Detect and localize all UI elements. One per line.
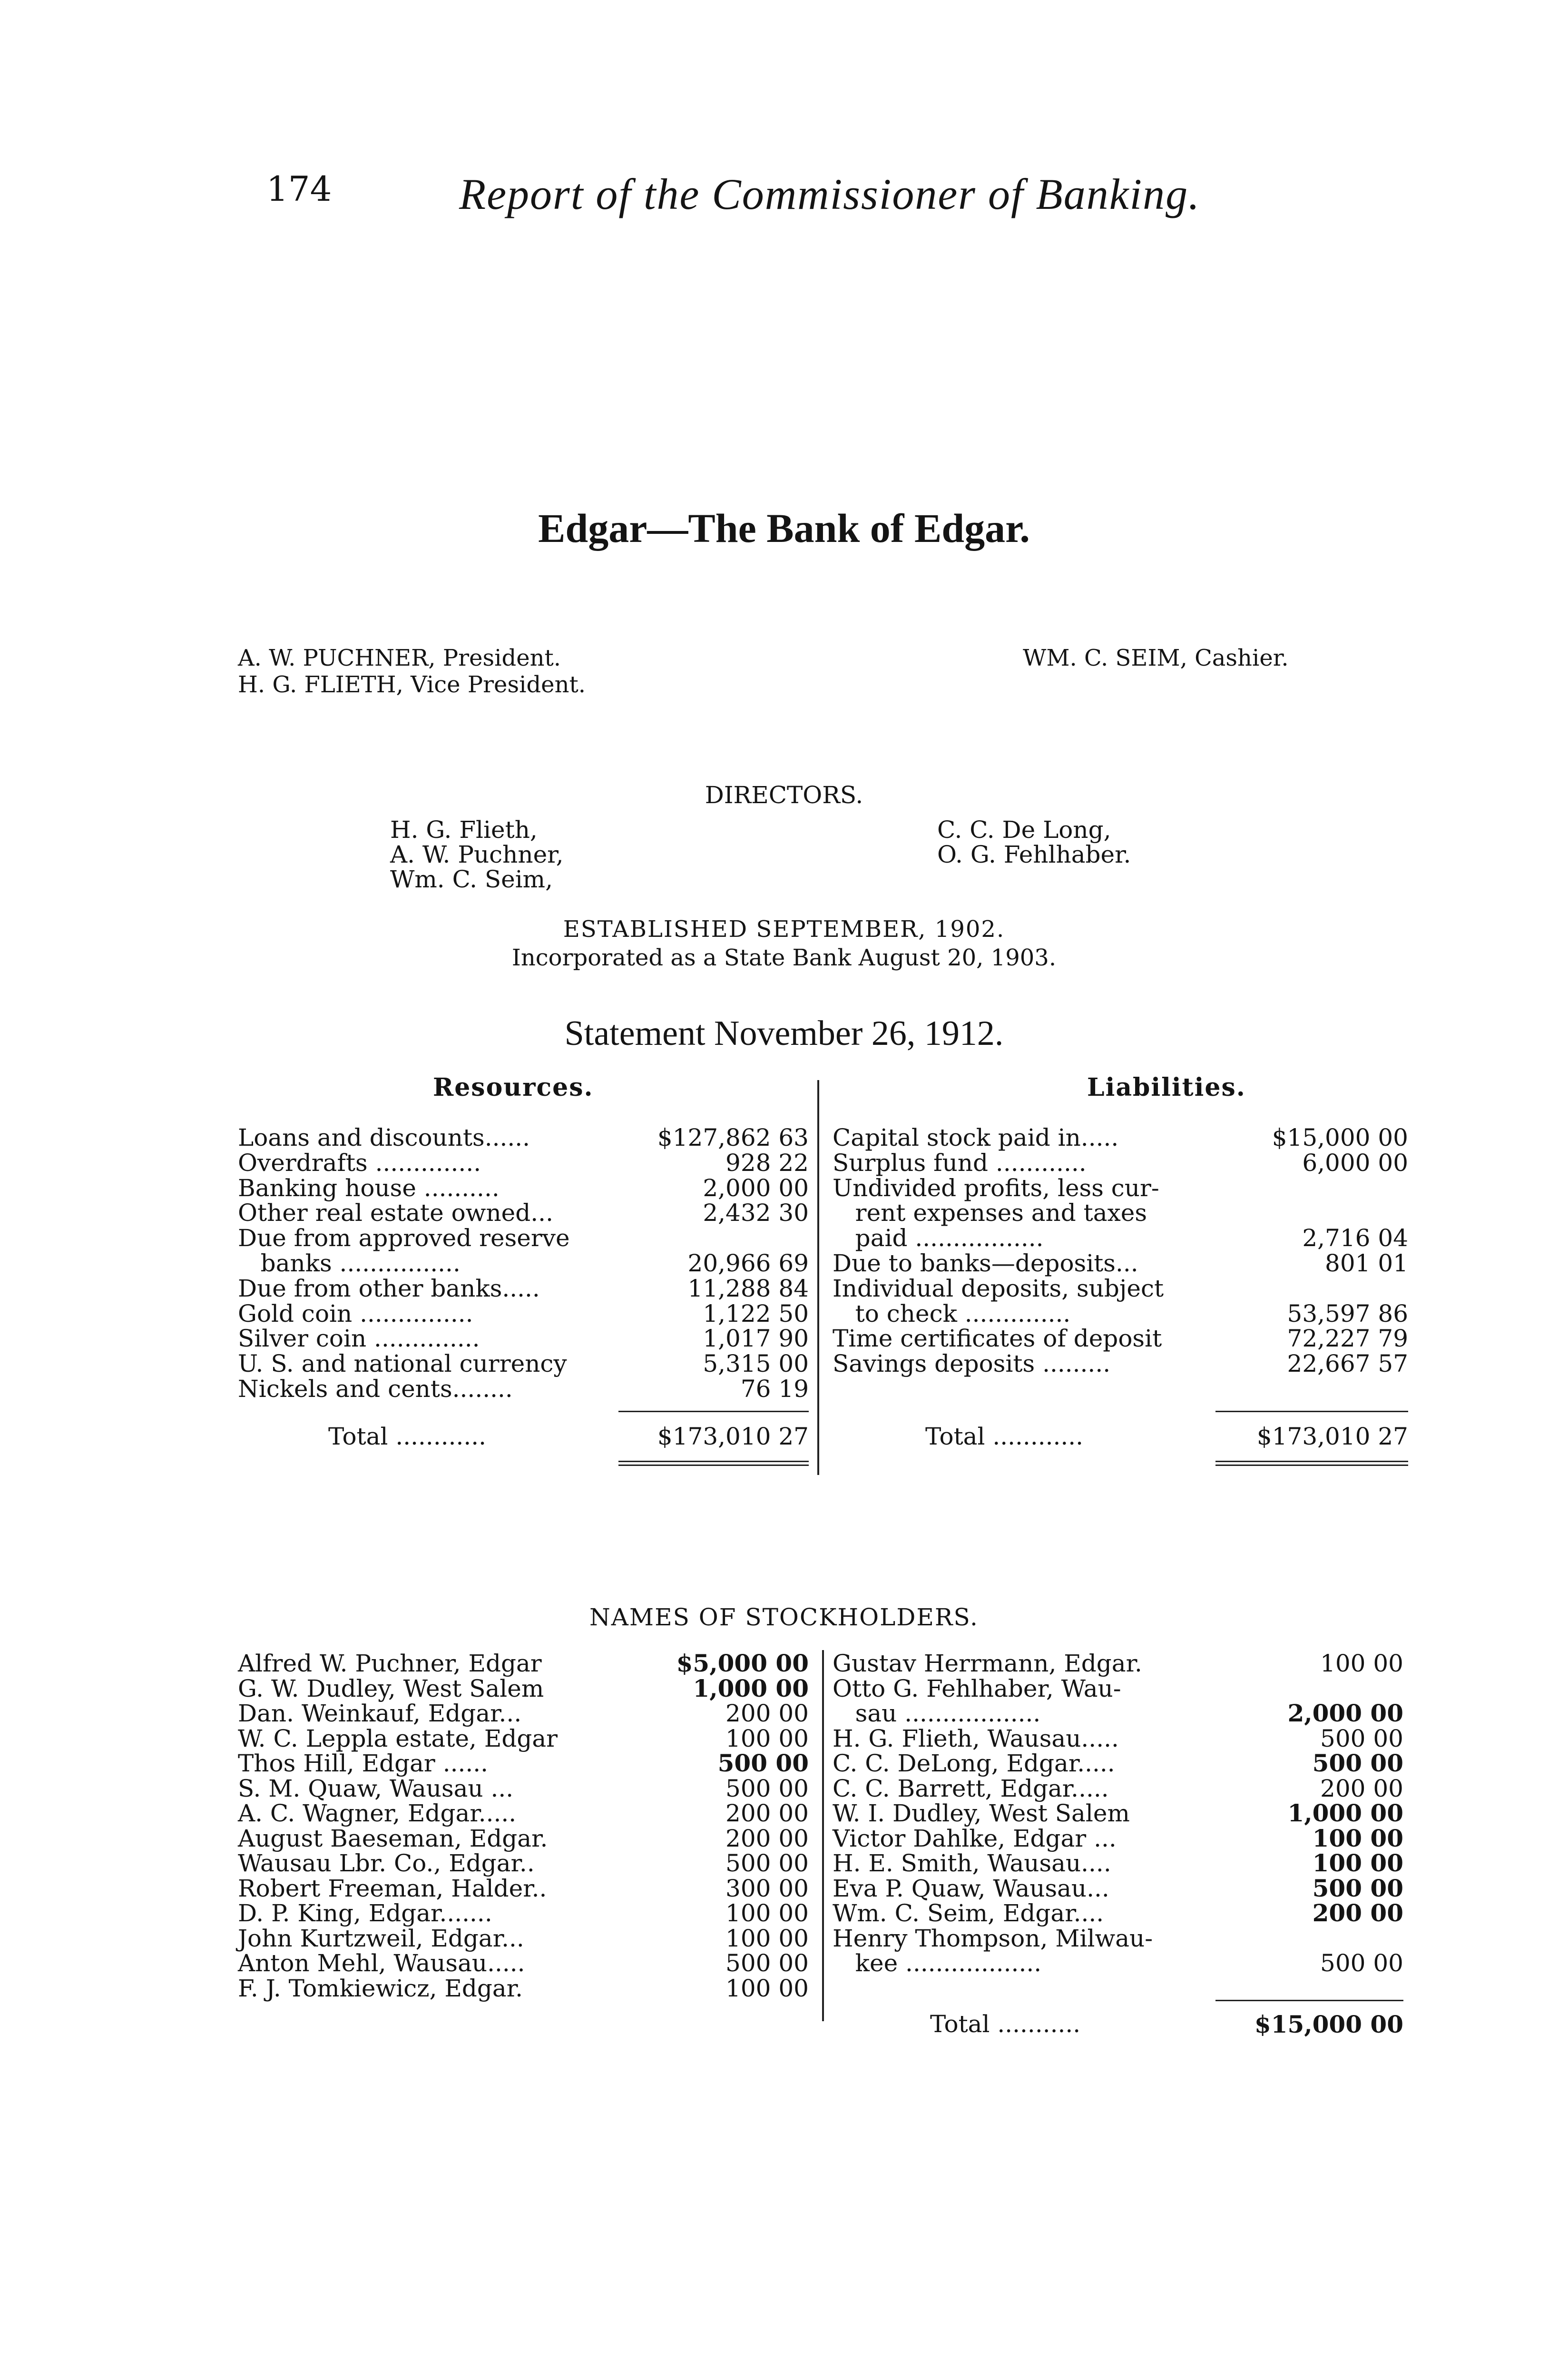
table-row: to check .............. 53,597 86 bbox=[833, 1299, 1408, 1327]
resources-total-label: Total ............ bbox=[328, 1423, 487, 1450]
list-item: sau .................. 2,000 00 bbox=[833, 1699, 1403, 1727]
table-row: Due from approved reserve bbox=[238, 1224, 570, 1252]
established-line: ESTABLISHED SEPTEMBER, 1902. bbox=[563, 916, 1005, 943]
list-item: G. W. Dudley, West Salem 1,000 00 bbox=[238, 1674, 809, 1702]
table-row: Other real estate owned... 2,432 30 bbox=[238, 1199, 809, 1227]
list-item: Gustav Herrmann, Edgar. 100 00 bbox=[833, 1650, 1403, 1677]
list-item: Otto G. Fehlhaber, Wau- bbox=[833, 1674, 1121, 1702]
table-row: Time certificates of deposit 72,227 79 bbox=[833, 1325, 1408, 1353]
list-item: Alfred W. Puchner, Edgar $5,000 00 bbox=[238, 1649, 809, 1677]
list-item: A. C. Wagner, Edgar..... 200 00 bbox=[238, 1799, 809, 1827]
resources-subtotal-rule bbox=[618, 1411, 809, 1412]
liabilities-heading: Liabilities. bbox=[1087, 1073, 1246, 1102]
table-row: Silver coin .............. 1,017 90 bbox=[238, 1325, 809, 1353]
stockholders-left-list bbox=[238, 1651, 809, 2001]
president: A. W. PUCHNER, President. bbox=[238, 645, 561, 671]
director-name: H. G. Flieth, bbox=[390, 816, 538, 844]
statement-title: Statement November 26, 1912. bbox=[564, 1014, 1004, 1053]
table-row: paid ................. 2,716 04 bbox=[833, 1224, 1408, 1252]
table-row: Capital stock paid in..... $15,000 00 bbox=[833, 1124, 1408, 1151]
table-row: Gold coin ............... 1,122 50 bbox=[238, 1299, 809, 1327]
list-item: John Kurtzweil, Edgar... 100 00 bbox=[238, 1924, 809, 1952]
list-item: Henry Thompson, Milwau- bbox=[833, 1924, 1153, 1952]
running-head: Report of the Commissioner of Banking. bbox=[459, 170, 1201, 218]
list-item: Victor Dahlke, Edgar ... 100 00 bbox=[833, 1824, 1403, 1852]
liabilities-total-amount: $173,010 27 bbox=[1256, 1423, 1408, 1450]
vice-president: H. G. FLIETH, Vice President. bbox=[238, 671, 586, 698]
list-item: W. C. Leppla estate, Edgar 100 00 bbox=[238, 1724, 809, 1752]
director-name: A. W. Puchner, bbox=[390, 841, 564, 868]
cashier: WM. C. SEIM, Cashier. bbox=[1023, 645, 1289, 671]
stockholders-heading: NAMES OF STOCKHOLDERS. bbox=[589, 1603, 979, 1631]
stockholders-total-label: Total ........... bbox=[930, 2010, 1081, 2038]
table-row: banks ................ 20,966 69 bbox=[238, 1249, 809, 1277]
directors-left bbox=[390, 817, 563, 892]
liabilities-subtotal-rule bbox=[1215, 1411, 1408, 1412]
table-row: Undivided profits, less cur- bbox=[833, 1174, 1159, 1202]
list-item: Anton Mehl, Wausau..... 500 00 bbox=[238, 1949, 809, 1977]
bank-title: Edgar—The Bank of Edgar. bbox=[538, 505, 1030, 551]
list-item: H. E. Smith, Wausau.... 100 00 bbox=[833, 1849, 1403, 1877]
liabilities-total-double-rule bbox=[1215, 1461, 1408, 1466]
table-row: Surplus fund ............ 6,000 00 bbox=[833, 1149, 1408, 1177]
list-item: August Baeseman, Edgar. 200 00 bbox=[238, 1824, 809, 1852]
list-item: D. P. King, Edgar....... 100 00 bbox=[238, 1899, 809, 1927]
director-name: Wm. C. Seim, bbox=[390, 865, 553, 893]
table-row: rent expenses and taxes bbox=[833, 1199, 1147, 1227]
director-name: C. C. De Long, bbox=[937, 816, 1111, 844]
page-number: 174 bbox=[266, 169, 332, 209]
list-item: Thos Hill, Edgar ...... 500 00 bbox=[238, 1749, 809, 1777]
statement-divider bbox=[817, 1080, 819, 1475]
directors-heading: DIRECTORS. bbox=[705, 781, 863, 809]
stockholders-total-rule bbox=[1215, 2000, 1403, 2001]
resources-heading: Resources. bbox=[433, 1073, 594, 1102]
table-row: Banking house .......... 2,000 00 bbox=[238, 1174, 809, 1202]
list-item: Robert Freeman, Halder.. 300 00 bbox=[238, 1874, 809, 1902]
directors-right bbox=[937, 817, 1131, 867]
list-item: C. C. Barrett, Edgar..... 200 00 bbox=[833, 1774, 1403, 1802]
list-item: Eva P. Quaw, Wausau... 500 00 bbox=[833, 1874, 1403, 1902]
list-item: H. G. Flieth, Wausau..... 500 00 bbox=[833, 1724, 1403, 1752]
list-item: F. J. Tomkiewicz, Edgar. 100 00 bbox=[238, 1974, 809, 2002]
list-item: kee .................. 500 00 bbox=[833, 1949, 1403, 1977]
list-item: Wm. C. Seim, Edgar.... 200 00 bbox=[833, 1899, 1403, 1927]
resources-table bbox=[238, 1125, 809, 1402]
stockholders-divider bbox=[822, 1650, 824, 2021]
resources-total-double-rule bbox=[618, 1461, 809, 1466]
table-row: Due from other banks..... 11,288 84 bbox=[238, 1274, 809, 1302]
stockholders-right-list bbox=[833, 1651, 1403, 1976]
table-row: Nickels and cents........ 76 19 bbox=[238, 1375, 809, 1403]
liabilities-total-label: Total ............ bbox=[925, 1423, 1084, 1450]
liabilities-table bbox=[833, 1125, 1408, 1376]
list-item: W. I. Dudley, West Salem 1,000 00 bbox=[833, 1799, 1403, 1827]
list-item: C. C. DeLong, Edgar..... 500 00 bbox=[833, 1749, 1403, 1777]
director-name: O. G. Fehlhaber. bbox=[937, 841, 1131, 868]
table-row: Overdrafts .............. 928 22 bbox=[238, 1149, 809, 1177]
resources-total-amount: $173,010 27 bbox=[657, 1423, 809, 1450]
stockholders-total-amount: $15,000 00 bbox=[1254, 2010, 1403, 2038]
list-item: Wausau Lbr. Co., Edgar.. 500 00 bbox=[238, 1849, 809, 1877]
table-row: Savings deposits ......... 22,667 57 bbox=[833, 1350, 1408, 1378]
incorporated-line: Incorporated as a State Bank August 20, 1903. bbox=[511, 944, 1057, 971]
table-row: Loans and discounts...... $127,862 63 bbox=[238, 1124, 809, 1151]
list-item: Dan. Weinkauf, Edgar... 200 00 bbox=[238, 1700, 809, 1727]
table-row: Due to banks—deposits... 801 01 bbox=[833, 1249, 1408, 1277]
table-row: U. S. and national currency 5,315 00 bbox=[238, 1350, 809, 1378]
list-item: S. M. Quaw, Wausau ... 500 00 bbox=[238, 1774, 809, 1802]
table-row: Individual deposits, subject bbox=[833, 1274, 1164, 1302]
